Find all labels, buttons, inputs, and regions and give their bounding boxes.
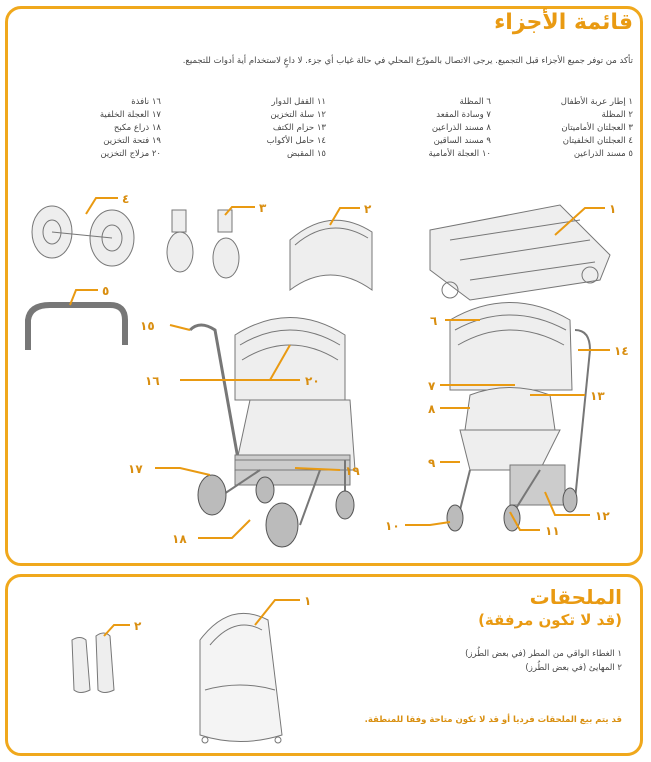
callout-9: ٩	[428, 456, 436, 470]
accessory-callout-1: ١	[304, 594, 312, 608]
part-item: ٢٠ مزلاج التخزين	[100, 149, 161, 159]
part-item: ٨ مسند الذراعين	[431, 123, 491, 133]
callout-20: ٢٠	[305, 374, 320, 388]
callout-11: ١١	[545, 524, 560, 538]
part-item: ٤ العجلتان الخلفيتان	[562, 136, 633, 146]
part-item: ١٠ العجلة الأمامية	[428, 149, 491, 159]
accessories-subtitle: (قد لا تكون مرفقة)	[478, 611, 622, 629]
accessories-note: قد يتم بيع الملحقات فرديا أو قد لا تكون متاحة وفقا للمنطقة.	[364, 715, 622, 725]
part-item: ١٨ ذراع مكبح	[113, 123, 161, 133]
callout-15: ١٥	[140, 319, 155, 333]
callout-1: ١	[609, 202, 617, 216]
callout-16: ١٦	[145, 374, 160, 388]
parts-list-title: قائمة الأجزاء	[494, 10, 633, 35]
accessories-title: الملحقات	[529, 585, 622, 609]
part-item: ٣ العجلتان الأماميتان	[561, 123, 633, 133]
accessory-callout-2: ٢	[134, 619, 142, 633]
callout-7: ٧	[428, 379, 436, 393]
callout-8: ٨	[428, 402, 436, 416]
callout-4: ٤	[122, 192, 130, 206]
callout-2: ٢	[364, 202, 372, 216]
part-item: ٥ مسند الذراعين	[573, 149, 633, 159]
part-item: ١٥ المقبض	[287, 149, 326, 159]
callout-12: ١٢	[595, 509, 610, 523]
part-item: ١٧ العجلة الخلفية	[99, 110, 161, 120]
callout-14: ١٤	[614, 344, 629, 358]
part-item: ١١ القفل الدوار	[271, 97, 326, 107]
callout-5: ٥	[102, 284, 110, 298]
part-item: ١ إطار عربة الأطفال	[560, 97, 633, 107]
part-item: ٧ وسادة المقعد	[436, 110, 491, 120]
callout-10: ١٠	[385, 519, 400, 533]
rain-cover-drawing	[200, 613, 282, 743]
part-item: ٦ المظلة	[459, 97, 491, 107]
callout-6: ٦	[430, 314, 438, 328]
callout-3: ٣	[259, 201, 267, 215]
callout-18: ١٨	[172, 532, 187, 546]
part-item: ١٩ فتحة التخزين	[103, 136, 161, 146]
part-item: ١٣ حزام الكتف	[272, 123, 326, 133]
part-item: ١٢ سلة التخزين	[270, 110, 326, 120]
callout-13: ١٣	[590, 389, 605, 403]
part-item: ١٤ حامل الأكواب	[266, 136, 326, 146]
parts-intro-text: تأكد من توفر جميع الأجزاء قبل التجميع. يرجى الاتصال بالموزّع المحلي في حالة غياب أي جزء. لا داعٍ لاستخدام أية أدوات للتجميع.	[182, 56, 633, 66]
callout-17: ١٧	[128, 462, 143, 476]
callout-19: ١٩	[345, 464, 360, 478]
accessory-item: ١ الغطاء الواقي من المطر (في بعض الطُرز)	[465, 649, 622, 659]
accessory-item: ٢ المهايئ (في بعض الطُرز)	[525, 663, 622, 673]
part-item: ٩ مسند الساقين	[433, 136, 491, 146]
part-item: ١٦ نافذة	[131, 97, 161, 107]
part-item: ٢ المظلة	[601, 110, 633, 120]
adapters-drawing	[72, 633, 114, 693]
